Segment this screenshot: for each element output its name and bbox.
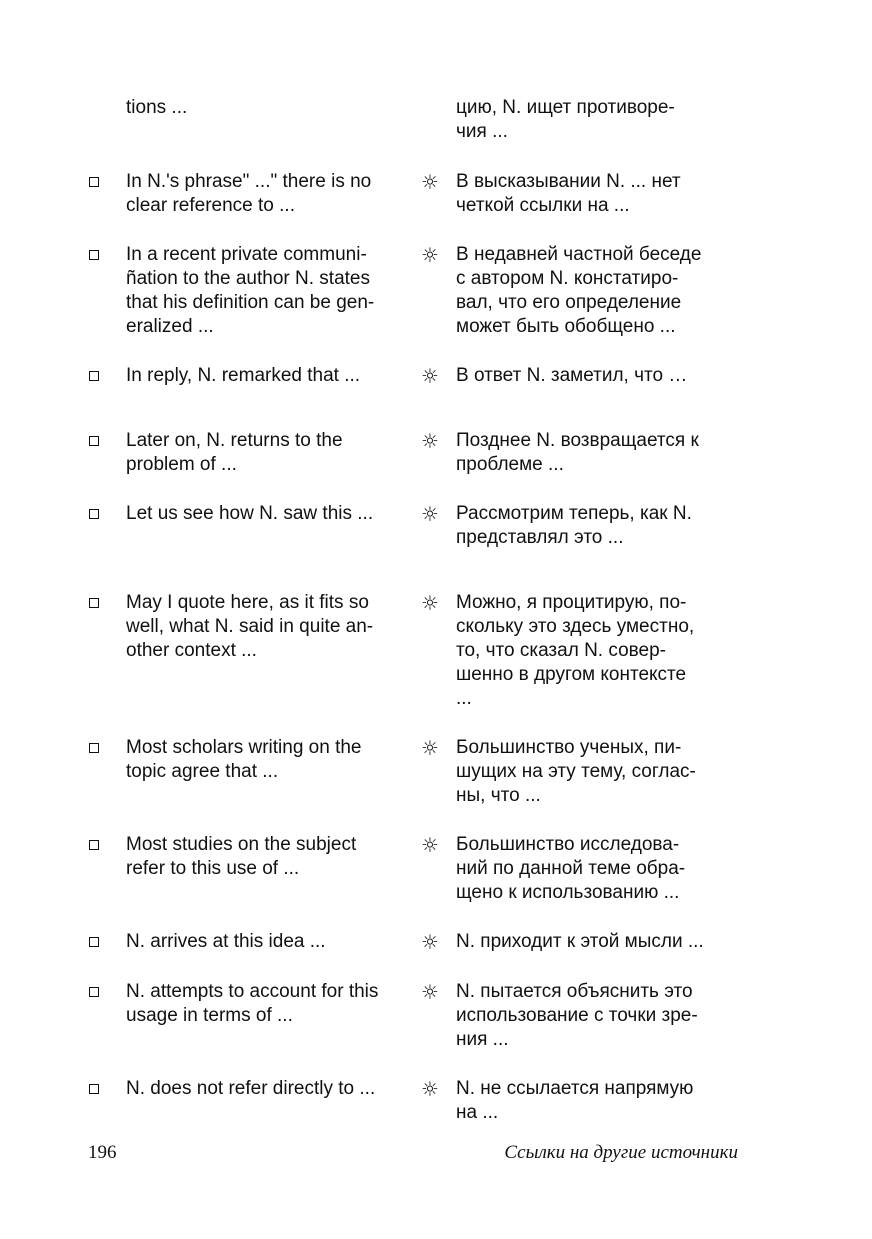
russian-translation: N. приходит к этой мысли ... [456, 931, 704, 952]
sun-bullet-icon: ☼ [421, 980, 439, 1004]
sun-bullet-icon: ☼ [421, 736, 439, 760]
russian-translation: Большинство исследова- ний по данной теме обра- щено к использованию ... [456, 834, 686, 903]
english-phrase: N. does not refer directly to ... [126, 1078, 376, 1099]
sun-bullet-icon: ☼ [421, 502, 439, 526]
checkbox-bullet-icon [89, 371, 99, 381]
checkbox-bullet-icon [89, 987, 99, 997]
checkbox-bullet-icon [89, 436, 99, 446]
russian-translation: Большинство ученых, пи- шущих на эту тему, соглас- ны, что ... [456, 737, 696, 806]
english-phrase: In N.'s phrase" ..." there is no clear reference to ... [126, 171, 372, 216]
russian-translation: цию, N. ищет противоре- чия ... [456, 97, 675, 142]
russian-translation: Можно, я процитирую, по- скольку это здесь уместно, то, что сказал N. совер- шенно в другом контексте ... [456, 592, 695, 709]
russian-translation: N. пытается объяснить это использование с точки зре- ния ... [456, 981, 698, 1050]
sun-bullet-icon: ☼ [421, 833, 439, 857]
english-phrase: May I quote here, as it fits so well, what N. said in quite an- other context ... [126, 592, 374, 661]
sun-bullet-icon: ☼ [421, 243, 439, 267]
english-phrase: N. arrives at this idea ... [126, 931, 326, 952]
checkbox-bullet-icon [89, 509, 99, 519]
english-phrase: In reply, N. remarked that ... [126, 365, 361, 386]
checkbox-bullet-icon [89, 937, 99, 947]
russian-translation: В ответ N. заметил, что … [456, 365, 688, 386]
sun-bullet-icon: ☼ [421, 1077, 439, 1101]
english-phrase: N. attempts to account for this usage in terms of ... [126, 981, 379, 1026]
english-phrase: Most studies on the subject refer to this use of ... [126, 834, 357, 879]
sun-bullet-icon: ☼ [421, 170, 439, 194]
sun-bullet-icon: ☼ [421, 429, 439, 453]
english-phrase: In a recent private communi- ñation to the author N. states that his definition can be gen- eralized ... [126, 244, 375, 337]
checkbox-bullet-icon [89, 250, 99, 260]
sun-bullet-icon: ☼ [421, 364, 439, 388]
russian-translation: Позднее N. возвращается к проблеме ... [456, 430, 699, 475]
english-phrase: Later on, N. returns to the problem of ... [126, 430, 343, 475]
checkbox-bullet-icon [89, 840, 99, 850]
checkbox-bullet-icon [89, 743, 99, 753]
page-number: 196 [88, 1142, 117, 1163]
english-phrase: tions ... [126, 97, 188, 118]
russian-translation: N. не ссылается напрямую на ... [456, 1078, 694, 1123]
running-footer-title: Ссылки на другие источники [504, 1142, 738, 1163]
checkbox-bullet-icon [89, 598, 99, 608]
sun-bullet-icon: ☼ [421, 591, 439, 615]
russian-translation: В недавней частной беседе с автором N. констатиро- вал, что его определение может быть обобщено ... [456, 244, 702, 337]
checkbox-bullet-icon [89, 177, 99, 187]
checkbox-bullet-icon [89, 1084, 99, 1094]
sun-bullet-icon: ☼ [421, 930, 439, 954]
english-phrase: Most scholars writing on the topic agree that ... [126, 737, 362, 782]
english-phrase: Let us see how N. saw this ... [126, 503, 374, 524]
russian-translation: В высказывании N. ... нет четкой ссылки на ... [456, 171, 681, 216]
russian-translation: Рассмотрим теперь, как N. представлял это ... [456, 503, 692, 548]
